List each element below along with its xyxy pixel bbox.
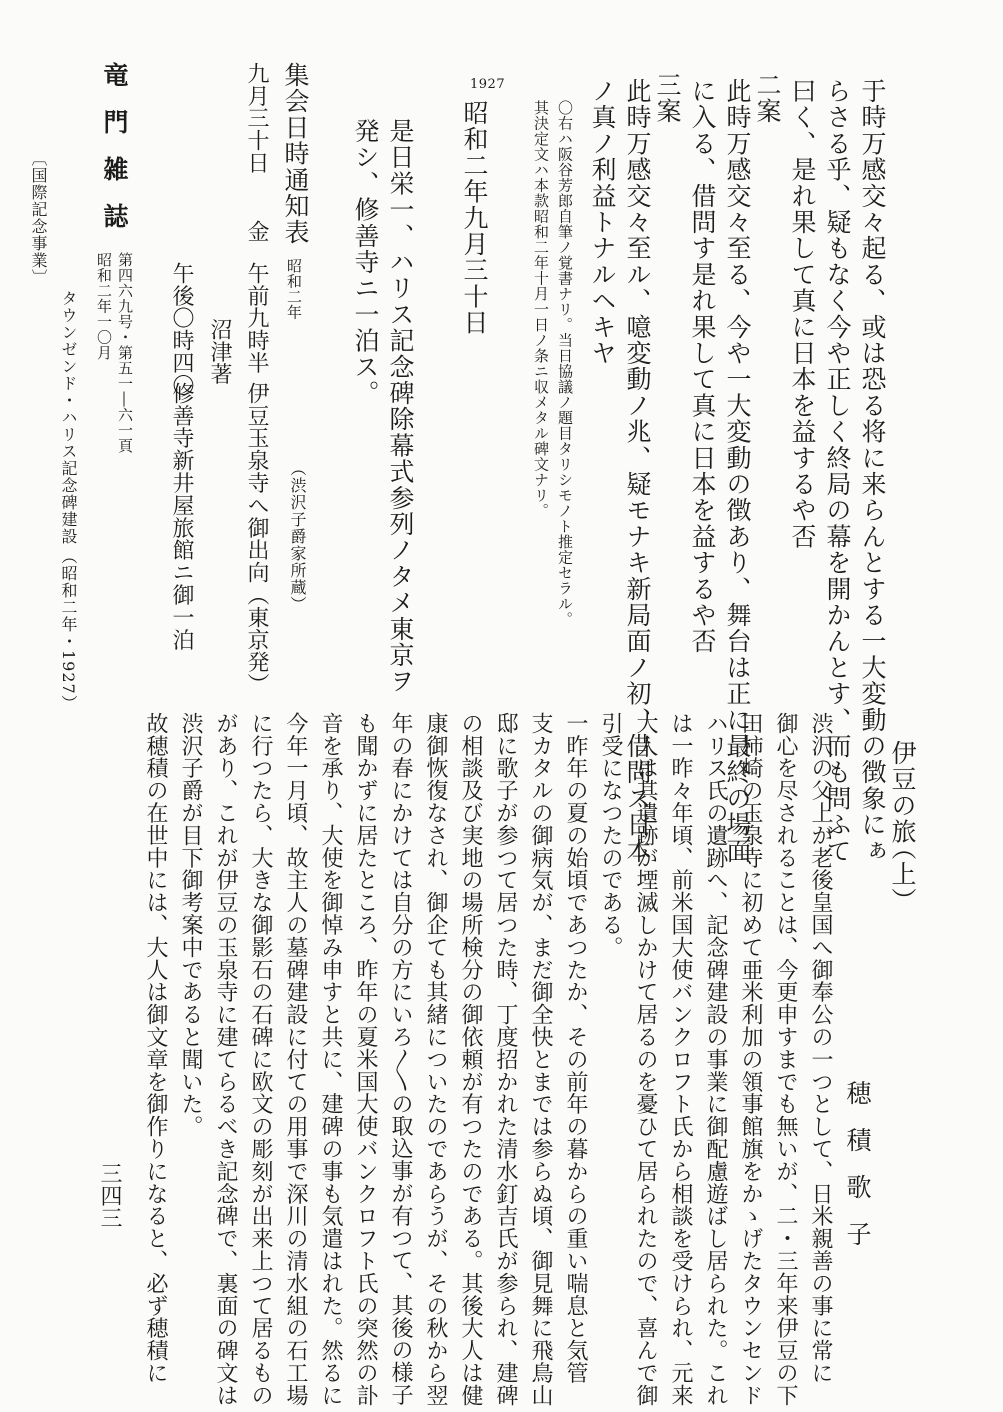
- notice-title: 集会日時通知表: [281, 62, 310, 246]
- article-line: 支カタルの御病気が、まだ御全快とまでは参らぬ頃、御見舞に飛鳥山: [528, 712, 553, 1407]
- article-line: に行つたら、大きな御影石の石碑に欧文の彫刻が出来上つて居るもの: [248, 712, 273, 1407]
- editorial-note: 其決定文ハ本款昭和二年十月一日ノ条ニ収メタル碑文ナリ。: [532, 100, 550, 519]
- article-line: 康御恢復なされ、御企ても其緒についたのであらうが、その秋から翌: [423, 712, 448, 1407]
- article-line: 田柿崎の玉泉寺に初めて亜米利加の領事館旗をかゝげたタウンセンド: [738, 712, 763, 1407]
- magazine-title: 竜門雑誌: [100, 62, 129, 250]
- notice-year: 昭和二年: [285, 258, 303, 320]
- schedule-time: 午前九時半: [244, 262, 269, 374]
- article-line: 音を承り、大使を御悼み申すと共に、建碑の事も気遣はれた。然るに: [318, 712, 343, 1407]
- author: 穂積歌子: [843, 1080, 872, 1268]
- article-line: 年の春にかけては自分の方にいろ〳〵の取込事が有つて、其後の様子: [388, 712, 413, 1406]
- schedule-date: 九月三十日: [244, 62, 269, 174]
- date-entry-line: 是日栄一、ハリス記念碑除幕式参列ノタメ東京ヲ: [386, 118, 415, 695]
- body-line: 于時万感交々起る、或は恐る将に来らんとする一大変動の徴象にぁ: [858, 78, 887, 864]
- schedule-time: 午後〇時四〇: [169, 262, 194, 397]
- sidebar-label: 〔国際記念事業〕: [29, 150, 48, 286]
- magazine-issue: 第四六九号・第五一―六一頁: [116, 252, 134, 454]
- notice-source: （渋沢子爵家所蔵）: [288, 460, 307, 613]
- year-annotation: 1927: [470, 77, 506, 92]
- page-number: 三四三: [97, 1162, 122, 1230]
- body-line: 曰く、是れ果して真に日本を益するや否: [788, 78, 817, 550]
- schedule-companion: 沼津著: [207, 318, 232, 386]
- article-line: 一昨年の夏の始頃であつたか、その前年の暮からの重い喘息と気管: [563, 712, 588, 1384]
- article-line: 邸に歌子が参つて居つた時、丁度招かれた清水釘吉氏が参られ、建碑: [493, 712, 518, 1407]
- article-title: 伊豆の旅: [888, 740, 917, 845]
- body-line: 此時万感交々至る、今や一大変動の徴あり、舞台は正に最終の場面: [723, 78, 752, 864]
- article-line: 大人は其遺跡が堙滅しかけて居るのを憂ひて居られたので、喜んで御: [633, 712, 658, 1407]
- sidebar-title: タウンゼンド・ハリス記念碑建設: [59, 290, 78, 545]
- body-line: に入る、借問す是れ果して真に日本を益するや否: [688, 78, 717, 655]
- schedule-event: 修善寺新井屋旅館ニ御一泊: [169, 382, 194, 651]
- schedule-event: 伊豆玉泉寺へ御出向（東京発）: [244, 382, 269, 696]
- article-line: は一昨々年頃、前米国大使バンクロフト氏から相談を受けられ、元来: [668, 712, 693, 1407]
- article-line: 引受になつたのである。: [598, 712, 623, 959]
- date-entry-line: 発シ、修善寺ニ一泊ス。: [351, 118, 380, 407]
- editorial-note: 〇右ハ阪谷芳郎自筆ノ覚書ナリ。当日協議ノ題目タリシモノト推定セラル。: [556, 100, 574, 627]
- article-line: も聞かずに居たところ、昨年の夏米国大使バンクロフト氏の突然の訃: [353, 712, 378, 1407]
- article-line: の相談及び実地の場所検分の御依頼が有つたのである。其後大人は健: [458, 712, 483, 1407]
- section-heading: 二案: [753, 72, 782, 125]
- article-line: があり、これが伊豆の玉泉寺に建てらるべき記念碑で、裏面の碑文は: [213, 712, 238, 1407]
- section-heading: 三案: [653, 72, 682, 125]
- article-line: 渋沢の父上が老後皇国へ御奉公の一つとして、日米親善の事に常に: [808, 712, 833, 1384]
- body-line: らさる乎、疑もなく今や正しく終局の幕を開かんとす、而も問ふて: [823, 78, 852, 864]
- sidebar-year: （昭和二年・1927）: [59, 548, 78, 712]
- schedule-weekday: 金: [244, 220, 269, 243]
- magazine-date: 昭和二年一〇月: [95, 252, 113, 361]
- body-line: ノ真ノ利益トナルヘキヤ: [588, 78, 617, 367]
- date-heading: 昭和二年九月三十日: [460, 100, 489, 336]
- article-line: 渋沢子爵が目下御考案中であると聞いた。: [178, 712, 203, 1138]
- article-part: （上）: [888, 835, 917, 914]
- article-line: ハリス氏の遺跡へ、記念碑建設の事業に御配慮遊ばし居られた。これ: [703, 712, 728, 1407]
- body-line: 此時万感交々至ル、噫変動ノ兆、疑モナキ新局面ノ初、借問ス日本: [623, 78, 652, 864]
- article-line: 今年一月頃、故主人の墓碑建設に付ての用事で深川の清水組の石工場: [283, 712, 308, 1407]
- article-line: 故穂積の在世中には、大人は御文章を御作りになると、必ず穂積に: [143, 712, 168, 1384]
- article-line: 御心を尽されることは、今更申すまでも無いが、二・三年来伊豆の下: [773, 712, 798, 1407]
